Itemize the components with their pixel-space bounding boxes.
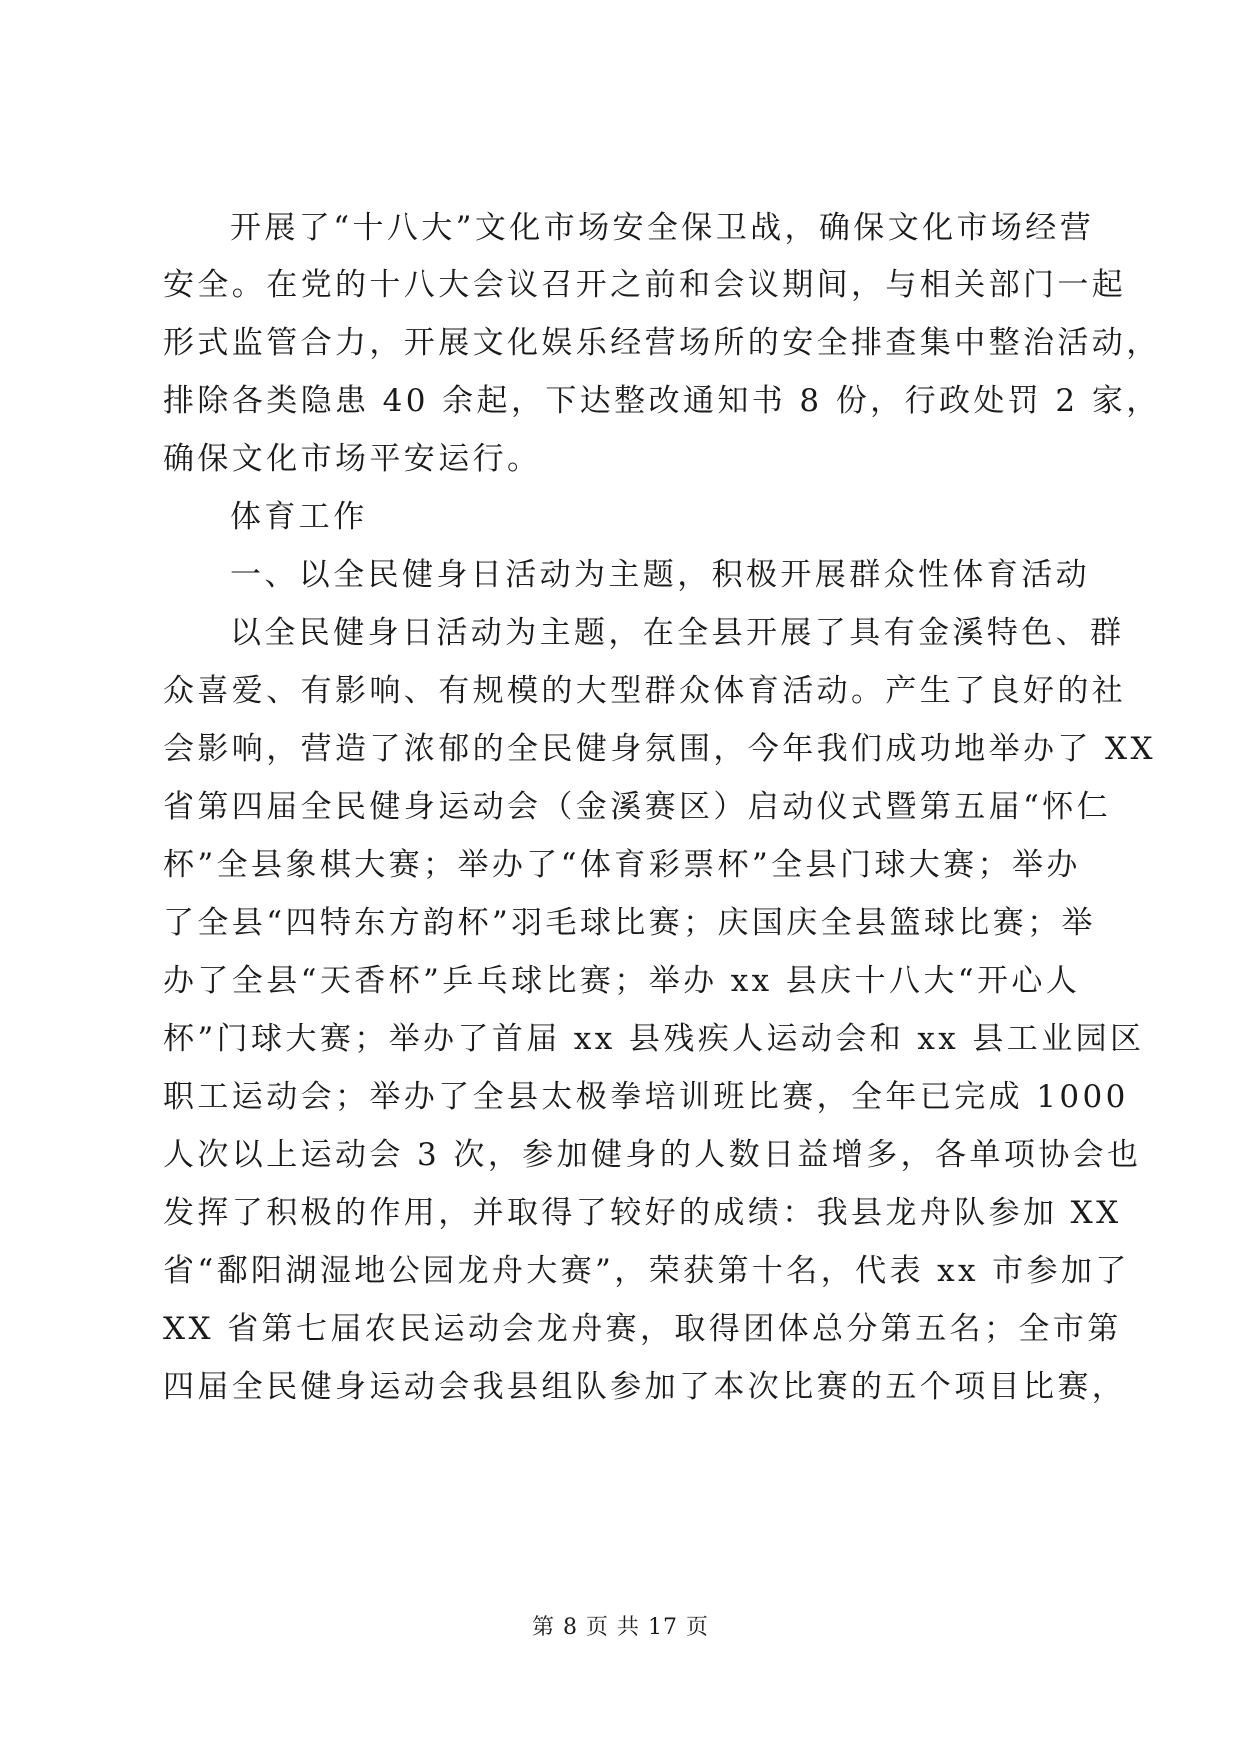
paragraph-line: 杯”门球大赛；举办了首届 xx 县残疾人运动会和 xx 县工业园区 <box>163 1021 1145 1057</box>
paragraph-line: 四届全民健身运动会我县组队参加了本次比赛的五个项目比赛， <box>163 1369 1127 1405</box>
paragraph-line: 确保文化市场平安运行。 <box>163 441 542 477</box>
paragraph-line: 职工运动会；举办了全县太极拳培训班比赛，全年已完成 1000 <box>163 1079 1129 1115</box>
paragraph-line: 了全县“四特东方韵杯”羽毛球比赛；庆国庆全县篮球比赛；举 <box>163 905 1096 941</box>
section-heading: 体育工作 <box>230 499 368 535</box>
paragraph-line: 人次以上运动会 3 次，参加健身的人数日益增多，各单项协会也 <box>163 1137 1142 1173</box>
page-footer: 第 8 页 共 17 页 <box>532 1615 709 1640</box>
paragraph-line: 形式监管合力，开展文化娱乐经营场所的安全排查集中整治活动， <box>163 325 1161 361</box>
paragraph-line: 省第四届全民健身运动会（金溪赛区）启动仪式暨第五届“怀仁 <box>163 789 1112 825</box>
paragraph-line: 开展了“十八大”文化市场安全保卫战，确保文化市场经营 <box>230 210 1095 246</box>
paragraph-line: 安全。在党的十八大会议召开之前和会议期间，与相关部门一起 <box>163 267 1127 303</box>
paragraph-line: 办了全县“天香杯”乒乓球比赛；举办 xx 县庆十八大“开心人 <box>163 963 1081 999</box>
paragraph-line: 杯”全县象棋大赛；举办了“体育彩票杯”全县门球大赛；举办 <box>163 847 1081 883</box>
paragraph-line: 发挥了积极的作用，并取得了较好的成绩：我县龙舟队参加 XX <box>163 1195 1122 1231</box>
paragraph-line: 省“鄱阳湖湿地公园龙舟大赛”，荣获第十名，代表 xx 市参加了 <box>163 1253 1130 1289</box>
paragraph-line: XX 省第七届农民运动会龙舟赛，取得团体总分第五名；全市第 <box>163 1311 1122 1347</box>
paragraph-line: 众喜爱、有影响、有规模的大型群众体育活动。产生了良好的社 <box>163 673 1127 709</box>
subsection-heading: 一、以全民健身日活动为主题，积极开展群众性体育活动 <box>230 557 1090 593</box>
paragraph-line: 会影响，营造了浓郁的全民健身氛围，今年我们成功地举办了 XX <box>163 731 1156 767</box>
paragraph-line: 以全民健身日活动为主题，在全县开展了具有金溪特色、群 <box>230 615 1125 651</box>
paragraph-line: 排除各类隐患 40 余起，下达整改通知书 8 份，行政处罚 2 家， <box>163 383 1161 419</box>
